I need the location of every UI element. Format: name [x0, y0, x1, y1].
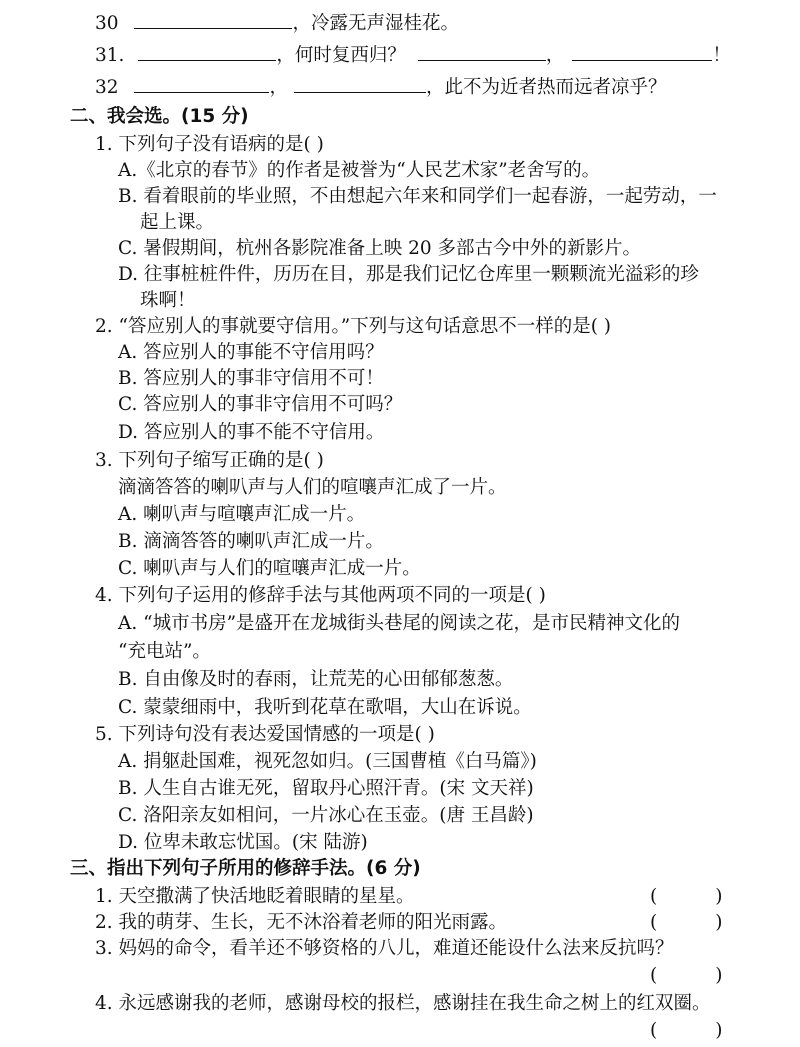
- punctuation: ，: [269, 77, 288, 98]
- question-number: 30: [95, 13, 119, 34]
- answer-paren-4[interactable]: ( ): [650, 1020, 723, 1041]
- answer-paren-3[interactable]: ( ): [650, 965, 723, 986]
- q2-option-a: A. 答应别人的事能不守信用吗？: [118, 342, 384, 363]
- q5-option-b: B. 人生自古谁无死，留取丹心照汗青。(宋 文天祥): [118, 778, 534, 799]
- q1-option-a: A.《北京的春节》的作者是被誉为“人民艺术家”老舍写的。: [118, 160, 601, 181]
- answer-blank[interactable]: [294, 74, 426, 93]
- q3-option-b: B. 滴滴答答的喇叭声汇成一片。: [118, 531, 384, 552]
- answer-blank[interactable]: [134, 74, 269, 93]
- answer-paren-2[interactable]: ( ): [650, 912, 723, 933]
- poem-line: ，此不为近者热而远者凉乎？: [425, 77, 667, 98]
- q1-option-d: D. 往事桩桩件件，历历在目，那是我们记忆仓库里一颗颗流光溢彩的珍: [118, 264, 699, 285]
- question-3-stem: 3. 下列句子缩写正确的是( ): [95, 450, 324, 471]
- answer-blank[interactable]: [138, 42, 276, 61]
- q3-option-c: C. 喇叭声与人们的喧嚷声汇成一片。: [118, 558, 421, 579]
- answer-blank[interactable]: [572, 42, 712, 61]
- punctuation: ！: [712, 45, 731, 66]
- s3-question-3: 3. 妈妈的命令，看羊还不够资格的八儿，难道还能设什么法来反抗吗？: [95, 938, 674, 959]
- punctuation: ，: [545, 45, 565, 66]
- q5-option-c: C. 洛阳亲友如相问，一片冰心在玉壶。(唐 王昌龄): [118, 805, 534, 826]
- q4-option-c: C. 蒙蒙细雨中，我听到花草在歌唱，大山在诉说。: [118, 697, 532, 718]
- q3-option-a: A. 喇叭声与喧嚷声汇成一片。: [118, 504, 366, 525]
- s3-question-2: 2. 我的萌芽、生长，无不沐浴着老师的阳光雨露。: [95, 912, 508, 933]
- q1-option-d-cont: 珠啊！: [140, 290, 196, 311]
- q1-option-b: B. 看着眼前的毕业照，不由想起六年来和同学们一起春游，一起劳动，一: [118, 186, 717, 207]
- q1-option-c: C. 暑假期间，杭州各影院准备上映 20 多部古今中外的新影片。: [118, 238, 642, 259]
- answer-paren-1[interactable]: ( ): [650, 886, 723, 907]
- s3-question-1: 1. 天空撒满了快活地眨着眼睛的星星。: [95, 886, 415, 907]
- q2-option-b: B. 答应别人的事非守信用不可！: [118, 368, 384, 389]
- question-4-stem: 4. 下列句子运用的修辞手法与其他两项不同的一项是( ): [95, 585, 546, 606]
- section-2-title: 二、我会选。(15 分): [70, 106, 249, 127]
- q2-option-d: D. 答应别人的事不能不守信用。: [118, 422, 385, 443]
- q5-option-d: D. 位卑未敢忘忧国。(宋 陆游): [118, 832, 368, 853]
- question-number: 32: [95, 77, 119, 98]
- q4-option-a: A. “城市书房”是盛开在龙城街头巷尾的阅读之花，是市民精神文化的: [118, 613, 681, 634]
- answer-blank[interactable]: [134, 10, 292, 29]
- question-number: 31.: [95, 45, 125, 66]
- q4-option-a-cont: “充电站”。: [118, 641, 211, 662]
- poem-line: ，何时复西归？: [276, 45, 406, 66]
- q1-option-b-cont: 起上课。: [140, 212, 215, 233]
- q2-option-c: C. 答应别人的事非守信用不可吗？: [118, 394, 403, 415]
- fill-blank-32: [95, 74, 666, 100]
- q5-option-a: A. 捐躯赴国难，视死忽如归。(三国曹植《白马篇》): [118, 751, 537, 772]
- question-5-stem: 5. 下列诗句没有表达爱国情感的一项是( ): [95, 724, 435, 745]
- answer-blank[interactable]: [418, 42, 546, 61]
- section-3-title: 三、指出下列句子所用的修辞手法。(6 分): [70, 858, 421, 879]
- fill-blank-30: [95, 10, 459, 36]
- question-1-stem: 1. 下列句子没有语病的是( ): [95, 134, 324, 155]
- question-2-stem: 2. “答应别人的事就要守信用。”下列与这句话意思不一样的是( ): [95, 316, 612, 337]
- s3-question-4: 4. 永远感谢我的老师，感谢母校的报栏，感谢挂在我生命之树上的红双圈。: [95, 993, 711, 1014]
- fill-blank-31: [95, 42, 731, 68]
- poem-line: ，冷露无声湿桂花。: [292, 13, 459, 34]
- q4-option-b: B. 自由像及时的春雨，让荒芜的心田郁郁葱葱。: [118, 669, 514, 690]
- q3-sentence: 滴滴答答的喇叭声与人们的喧嚷声汇成了一片。: [118, 477, 507, 498]
